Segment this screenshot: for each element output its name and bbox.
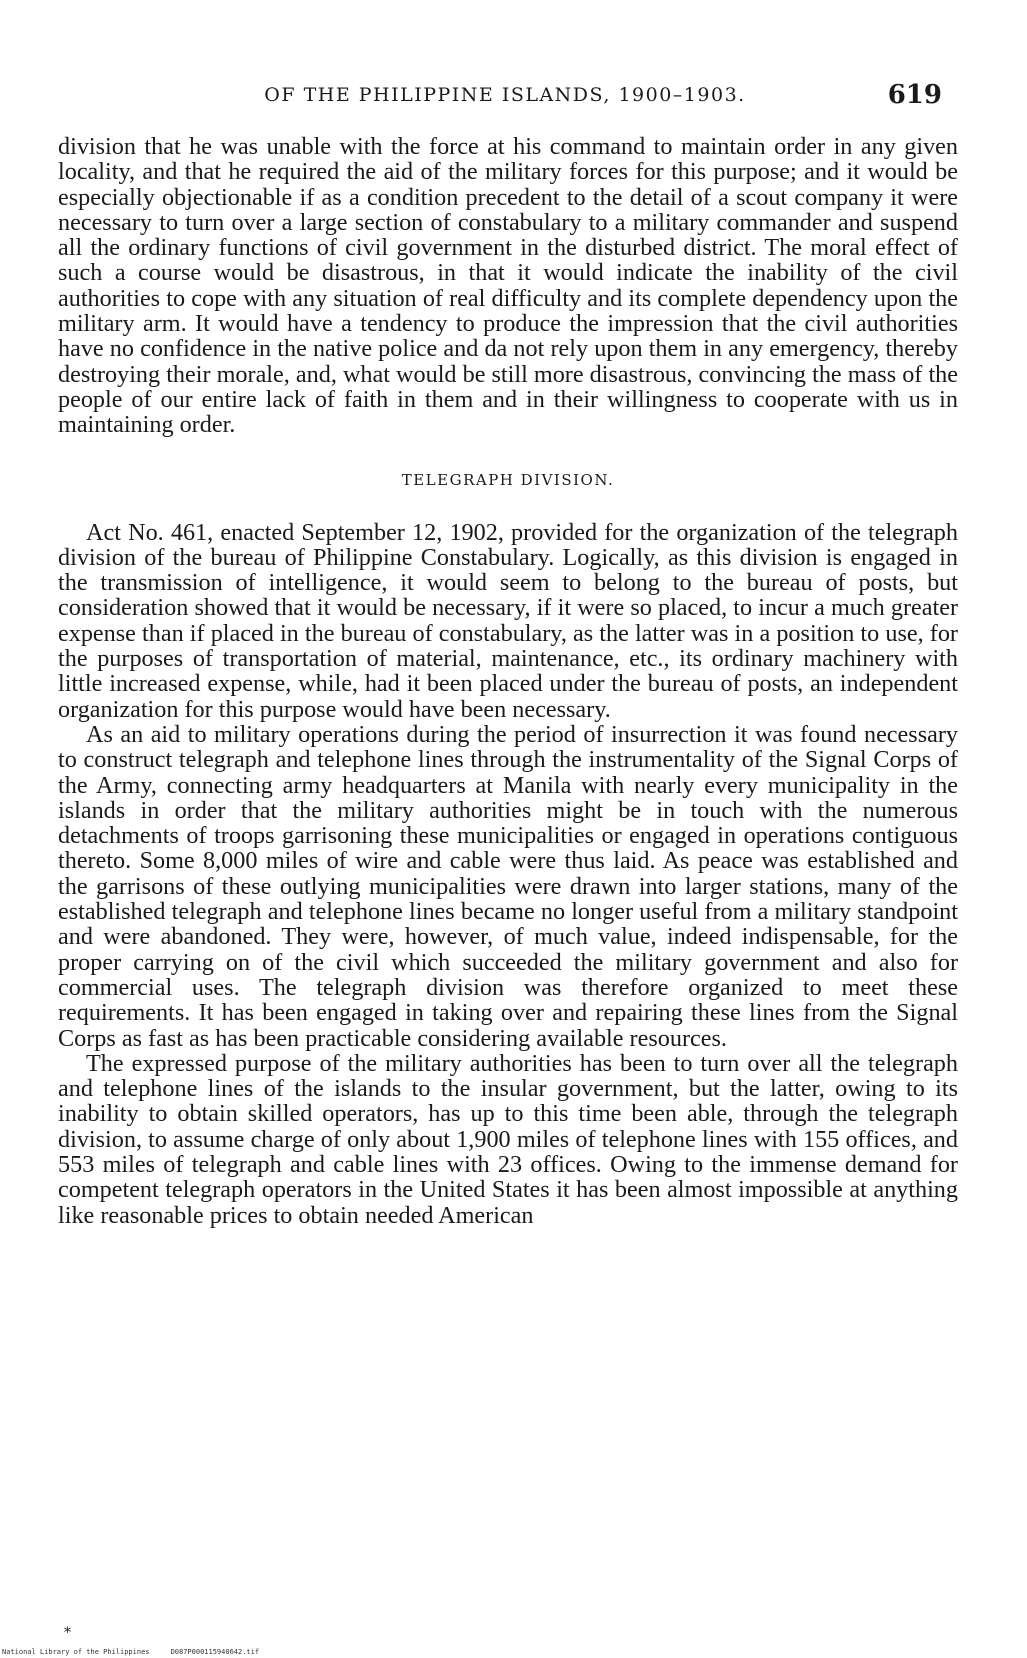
body-text (58, 134, 958, 1228)
page-number: 619 (887, 80, 942, 110)
section-heading: TELEGRAPH DIVISION. (401, 470, 615, 489)
paragraph-expressed-purpose: The expressed purpose of the military authorities has been to turn over all the telegraph and telephone lines of the islands to the insular government, but the latter, owing to its inability to obtain skilled operators, has up to this time been able, through the telegraph division, to assume charge of only about 1,900 miles of telephone lines with 155 offices, and 553 miles of telegraph and cable lines with 23 offices. Owing to the immense demand for competent telegraph operators in the United States it has been almost impossible at anything like reasonable prices to obtain needed American (58, 1049, 958, 1229)
running-head (60, 80, 950, 120)
scan-footer-stamp: National Library of the Philippines D087P000115940642.tif (2, 1648, 260, 1656)
paragraph-act-461: Act No. 461, enacted September 12, 1902, provided for the organization of the telegraph division of the bureau of Philippine Constabulary. Logically, as this division is engaged in the transmission of intelligence, it would seem to belong to the bureau of posts, but consideration showed that it would be necessary, if it were so placed, to incur a much greater expense than if placed in the bureau of constabulary, as the latter was in a position to use, for the purposes of transportation of material, maintenance, etc., its ordinary machinery with little increased expense, while, had it been placed under the bureau of posts, an independent organization for this purpose would have been necessary. (58, 518, 958, 723)
running-title: OF THE PHILIPPINE ISLANDS, 1900–1903. (264, 84, 746, 106)
bottom-mark: * (64, 1625, 71, 1641)
paragraph-military-aid: As an aid to military operations during the period of insurrection it was found necessary to construct telegraph and telephone lines through the instrumentality of the Signal Corps of the Army, connecting army headquarters at Manila with nearly every municipality in the islands in order that the military authorities might be in touch with the numerous detachments of troops garrisoning these municipalities or engaged in operations contiguous thereto. Some 8,000 miles of wire and cable were thus laid. As peace was established and the garrisons of these outlying municipalities were drawn into larger stations, many of the established telegraph and telephone lines became no longer useful from a military standpoint and were abandoned. They were, however, of much value, indeed indispensable, for the proper carrying on of the civil which succeeded the military government and also for commercial uses. The telegraph division was therefore organized to meet these requirements. It has been engaged in taking over and repairing these lines from the Signal Corps as fast as has been practicable considering available resources. (58, 720, 958, 1052)
paragraph-continuation: division that he was unable with the force at his command to maintain order in any given locality, and that he required the aid of the military forces for this purpose; and it would be especially objectionable if as a condition precedent to the detail of a scout company it were necessary to turn over a large section of constabulary to a military commander and suspend all the ordinary functions of civil government in the disturbed district. The moral effect of such a course would be disastrous, in that it would indicate the inability of the civil authorities to cope with any situation of real difficulty and its complete dependency upon the military arm. It would have a tendency to produce the impression that the civil authorities have no confidence in the native police and da not rely upon them in any emergency, thereby destroying their morale, and, what would be still more disastrous, convincing the mass of the people of our entire lack of faith in them and in their willingness to cooperate with us in maintaining order. (58, 133, 958, 439)
